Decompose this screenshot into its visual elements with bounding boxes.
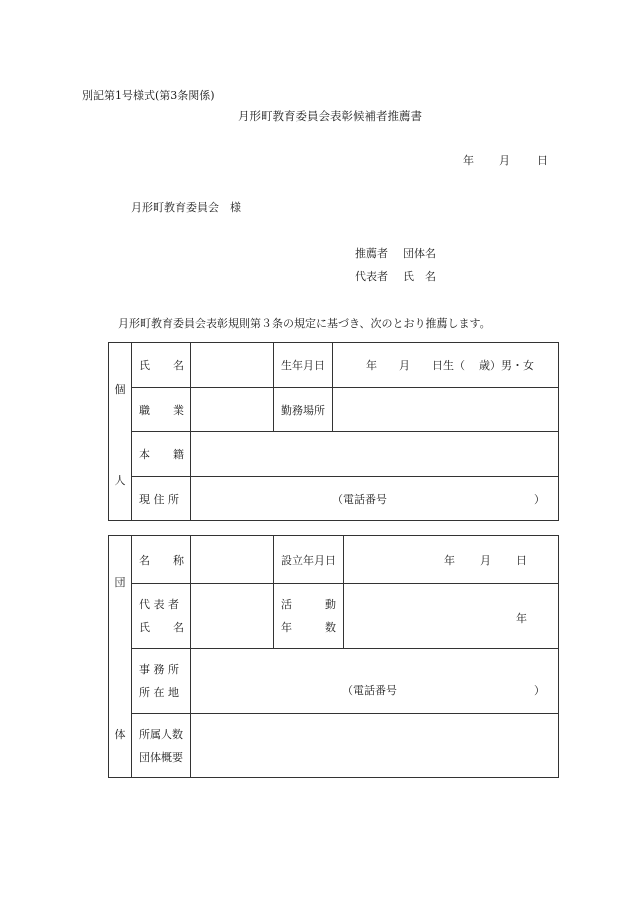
birth-label: 生年月日: [274, 343, 333, 388]
name-label-cell: [132, 343, 191, 388]
office-field[interactable]: [191, 649, 559, 714]
group-char-bottom: 体: [114, 728, 126, 741]
name-label: 氏 名: [403, 270, 436, 283]
group-section-label: [109, 536, 132, 778]
individual-section-label: [109, 343, 132, 521]
page-title: 月形町教育委員会表彰候補者推薦書: [238, 109, 422, 123]
domicile-char-a: 本: [139, 448, 150, 461]
activity-char-c: 年: [281, 621, 292, 634]
address-phone-label: （電話番号: [332, 492, 387, 506]
job-char-b: 業: [173, 403, 184, 417]
group-title-char-a: 名: [139, 553, 150, 567]
domicile-char-b: 籍: [173, 448, 184, 461]
domicile-label-cell: [132, 432, 191, 477]
office-phone-close: ）: [534, 684, 545, 697]
birth-month: 月: [399, 359, 410, 372]
address-field[interactable]: [191, 477, 559, 521]
job-field[interactable]: [191, 388, 274, 432]
workplace-label: 勤務場所: [274, 388, 333, 432]
group-name-label: 団体名: [403, 247, 436, 260]
individual-table: [108, 342, 559, 521]
founded-label: 設立年月日: [274, 536, 344, 584]
rep-line1: 代 表 者: [139, 598, 179, 611]
activity-char-d: 数: [325, 621, 336, 634]
members-label-cell: [132, 714, 191, 778]
job-char-a: 職: [139, 403, 150, 417]
activity-char-a: 活: [281, 598, 292, 611]
group-title-char-b: 称: [173, 553, 184, 567]
rep-name-char-a: 氏: [139, 621, 150, 634]
members-field[interactable]: [191, 714, 559, 778]
name-char-a: 氏: [139, 359, 150, 372]
statement: 月形町教育委員会表彰規則第３条の規定に基づき、次のとおり推薦します。: [118, 317, 491, 330]
individual-char-bottom: 人: [114, 474, 126, 487]
representative-label: 代表者: [355, 270, 388, 283]
group-title-field[interactable]: [191, 536, 274, 584]
rep-field[interactable]: [191, 584, 274, 649]
rep-name-char-b: 名: [173, 621, 184, 634]
office-line1: 事 務 所: [139, 663, 179, 676]
activity-year-unit: 年: [516, 612, 527, 625]
birth-year: 年: [366, 359, 377, 372]
addressee: 月形町教育委員会 様: [131, 201, 241, 214]
founded-day: 日: [516, 553, 527, 567]
date-month: 月: [499, 154, 510, 167]
job-label-cell: [132, 388, 191, 432]
name-field[interactable]: [191, 343, 274, 388]
birth-day: 日生（: [432, 359, 465, 372]
recommender-label: 推薦者: [355, 247, 388, 260]
office-label-cell: [132, 649, 191, 714]
group-char-top: 団: [114, 576, 126, 589]
birth-age-sex: 歳）男・女: [479, 359, 534, 372]
activity-char-b: 動: [325, 598, 336, 611]
address-label: 現 住 所: [132, 477, 191, 521]
office-line2: 所 在 地: [139, 686, 179, 699]
founded-field[interactable]: [344, 536, 559, 584]
rep-label-cell: [132, 584, 191, 649]
form-number: 別記第1号様式(第3条関係): [82, 89, 215, 102]
founded-year: 年: [444, 553, 455, 567]
date-year: 年: [463, 154, 474, 167]
members-line2: 団体概要: [139, 750, 183, 764]
workplace-field[interactable]: [333, 388, 559, 432]
group-title-label-cell: [132, 536, 191, 584]
activity-field[interactable]: [344, 584, 559, 649]
address-phone-close: ）: [534, 492, 545, 506]
activity-label-cell: [274, 584, 344, 649]
date-day: 日: [537, 154, 548, 167]
birth-field[interactable]: [333, 343, 559, 388]
office-phone-label: （電話番号: [342, 684, 397, 697]
domicile-field[interactable]: [191, 432, 559, 477]
members-line1: 所属人数: [139, 727, 183, 741]
founded-month: 月: [480, 553, 491, 567]
name-char-b: 名: [173, 359, 184, 372]
individual-char-top: 個: [114, 383, 126, 396]
group-table: [108, 535, 559, 778]
